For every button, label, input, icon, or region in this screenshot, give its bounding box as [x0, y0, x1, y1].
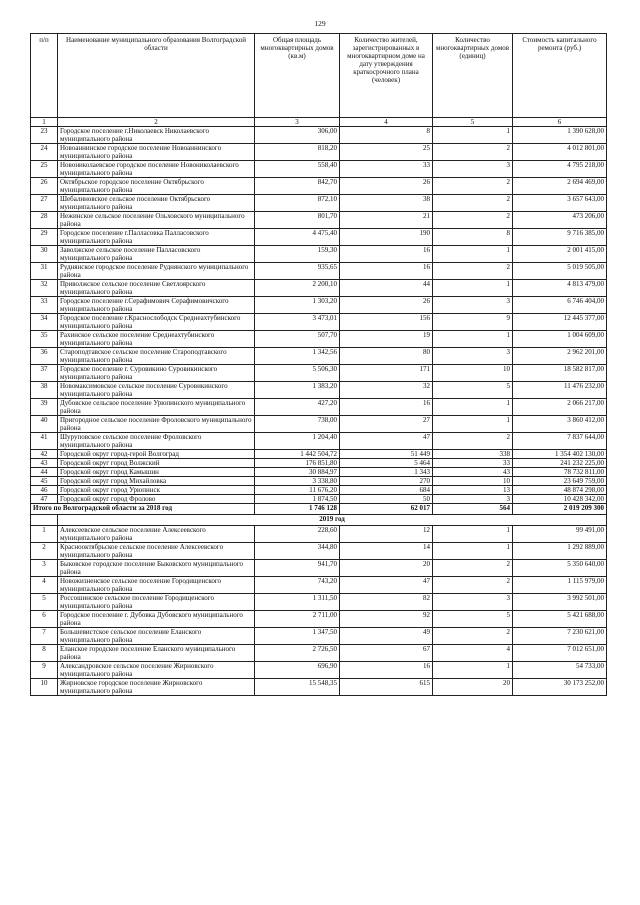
area-value: 1 303,20 — [255, 297, 340, 314]
row-index: 10 — [31, 679, 58, 696]
area-value: 11 676,20 — [255, 486, 340, 495]
houses-value: 1 — [433, 416, 513, 433]
municipality-name: Большевистское сельское поселение Еланского муниципального района — [58, 628, 255, 645]
municipality-name: Городское поселение г.Николаевск Николаевского муниципального района — [58, 127, 255, 144]
row-index: 3 — [31, 560, 58, 577]
row-index: 29 — [31, 229, 58, 246]
row-index: 1 — [31, 526, 58, 543]
area-value: 15 548,35 — [255, 679, 340, 696]
row-index: 47 — [31, 495, 58, 504]
area-value: 1 311,50 — [255, 594, 340, 611]
column-number-row — [31, 118, 607, 127]
area-value: 818,20 — [255, 144, 340, 161]
municipality-name: Городской округ город-герой Волгоград — [58, 450, 255, 459]
cost-value: 473 206,00 — [513, 212, 607, 229]
row-index: 42 — [31, 450, 58, 459]
cost-value: 1 390 628,00 — [513, 127, 607, 144]
cost-value: 2 066 217,00 — [513, 399, 607, 416]
table-header-row — [31, 34, 607, 118]
municipality-name: Городской округ город Урюпинск — [58, 486, 255, 495]
residents-value: 49 — [340, 628, 433, 645]
houses-value: 3 — [433, 495, 513, 504]
residents-value: 684 — [340, 486, 433, 495]
residents-value: 16 — [340, 662, 433, 679]
houses-value: 10 — [433, 477, 513, 486]
table-row — [31, 212, 607, 229]
table-row — [31, 195, 607, 212]
municipality-name: Октябрьское городское поселение Октябрьского муниципального района — [58, 178, 255, 195]
table-row — [31, 246, 607, 263]
table-row — [31, 577, 607, 594]
cost-value: 5 421 688,00 — [513, 611, 607, 628]
municipality-name: Городское поселение г.Серафимович Серафимовичского муниципального района — [58, 297, 255, 314]
area-value: 1 383,20 — [255, 382, 340, 399]
row-index: 44 — [31, 468, 58, 477]
repair-plan-table — [30, 33, 607, 696]
residents-value: 615 — [340, 679, 433, 696]
municipality-name: Пригородное сельское поселение Фроловского муниципального района — [58, 416, 255, 433]
table-row — [31, 645, 607, 662]
residents-value: 16 — [340, 246, 433, 263]
table-row — [31, 543, 607, 560]
row-index: 32 — [31, 280, 58, 297]
total-people: 62 017 — [340, 504, 433, 515]
row-index: 26 — [31, 178, 58, 195]
total-row-2018 — [31, 504, 607, 515]
houses-value: 20 — [433, 679, 513, 696]
row-index: 4 — [31, 577, 58, 594]
area-value: 1 874,50 — [255, 495, 340, 504]
col-number: 4 — [340, 118, 433, 127]
cost-value: 5 019 505,00 — [513, 263, 607, 280]
residents-value: 92 — [340, 611, 433, 628]
row-index: 33 — [31, 297, 58, 314]
municipality-name: Алексеевское сельское поселение Алексеевского муниципального района — [58, 526, 255, 543]
row-index: 46 — [31, 486, 58, 495]
table-row — [31, 161, 607, 178]
area-value: 306,00 — [255, 127, 340, 144]
cost-value: 54 733,00 — [513, 662, 607, 679]
houses-value: 3 — [433, 161, 513, 178]
area-value: 2 200,10 — [255, 280, 340, 297]
cost-value: 7 012 651,00 — [513, 645, 607, 662]
area-value: 2 726,50 — [255, 645, 340, 662]
residents-value: 27 — [340, 416, 433, 433]
area-value: 30 884,97 — [255, 468, 340, 477]
municipality-name: Новожизненское сельское поселение Городищенского муниципального района — [58, 577, 255, 594]
row-index: 24 — [31, 144, 58, 161]
houses-value: 2 — [433, 195, 513, 212]
col-number: 3 — [255, 118, 340, 127]
total-houses: 564 — [433, 504, 513, 515]
residents-value: 82 — [340, 594, 433, 611]
table-row — [31, 662, 607, 679]
table-row — [31, 594, 607, 611]
cost-value: 7 230 621,00 — [513, 628, 607, 645]
area-value: 1 342,56 — [255, 348, 340, 365]
houses-value: 1 — [433, 662, 513, 679]
municipality-name: Рахинское сельское поселение Среднеахтубинского муниципального района — [58, 331, 255, 348]
row-index: 34 — [31, 314, 58, 331]
cost-value: 11 476 232,00 — [513, 382, 607, 399]
row-index: 9 — [31, 662, 58, 679]
cost-value: 23 649 759,00 — [513, 477, 607, 486]
area-value: 842,70 — [255, 178, 340, 195]
row-index: 37 — [31, 365, 58, 382]
residents-value: 156 — [340, 314, 433, 331]
houses-value: 1 — [433, 127, 513, 144]
area-value: 935,65 — [255, 263, 340, 280]
area-value: 1 347,50 — [255, 628, 340, 645]
residents-value: 21 — [340, 212, 433, 229]
houses-value: 1 — [433, 543, 513, 560]
area-value: 5 506,30 — [255, 365, 340, 382]
row-index: 27 — [31, 195, 58, 212]
cost-value: 4 813 479,00 — [513, 280, 607, 297]
residents-value: 80 — [340, 348, 433, 365]
col-number: 1 — [31, 118, 58, 127]
year-spacer — [31, 515, 58, 526]
table-row — [31, 331, 607, 348]
houses-value: 2 — [433, 144, 513, 161]
table-row — [31, 382, 607, 399]
residents-value: 38 — [340, 195, 433, 212]
residents-value: 190 — [340, 229, 433, 246]
row-index: 2 — [31, 543, 58, 560]
table-row — [31, 468, 607, 477]
cost-value: 2 001 415,00 — [513, 246, 607, 263]
cost-value: 18 582 817,00 — [513, 365, 607, 382]
header-index: п/п — [31, 34, 58, 118]
residents-value: 1 343 — [340, 468, 433, 477]
row-index: 36 — [31, 348, 58, 365]
municipality-name: Городское поселение г.Краснослободск Среднеахтубинского муниципального района — [58, 314, 255, 331]
row-index: 41 — [31, 433, 58, 450]
residents-value: 8 — [340, 127, 433, 144]
area-value: 1 204,40 — [255, 433, 340, 450]
cost-value: 6 746 404,00 — [513, 297, 607, 314]
municipality-name: Еланское городское поселение Еланского муниципального района — [58, 645, 255, 662]
residents-value: 19 — [340, 331, 433, 348]
municipality-name: Дубовское сельское поселение Урюпинского муниципального района — [58, 399, 255, 416]
houses-value: 1 — [433, 246, 513, 263]
houses-value: 2 — [433, 178, 513, 195]
cost-value: 30 173 252,00 — [513, 679, 607, 696]
row-index: 7 — [31, 628, 58, 645]
header-area: Общая площадь многоквартирных домов (кв.м) — [255, 34, 340, 118]
cost-value: 2 694 469,00 — [513, 178, 607, 195]
area-value: 176 851,80 — [255, 459, 340, 468]
header-municipality: Наименование муниципального образования Волгоградской области — [58, 34, 255, 118]
area-value: 558,40 — [255, 161, 340, 178]
table-row — [31, 263, 607, 280]
residents-value: 12 — [340, 526, 433, 543]
row-index: 8 — [31, 645, 58, 662]
residents-value: 20 — [340, 560, 433, 577]
cost-value: 7 837 644,00 — [513, 433, 607, 450]
houses-value: 10 — [433, 365, 513, 382]
residents-value: 67 — [340, 645, 433, 662]
table-row — [31, 348, 607, 365]
residents-value: 16 — [340, 263, 433, 280]
row-index: 35 — [31, 331, 58, 348]
table-row — [31, 560, 607, 577]
residents-value: 26 — [340, 178, 433, 195]
residents-value: 270 — [340, 477, 433, 486]
houses-value: 3 — [433, 297, 513, 314]
municipality-name: Руднянское городское поселение Руднянского муниципального района — [58, 263, 255, 280]
table-row — [31, 314, 607, 331]
cost-value: 4 795 218,00 — [513, 161, 607, 178]
municipality-name: Приволжское сельское поселение Светлоярского муниципального района — [58, 280, 255, 297]
cost-value: 12 445 377,00 — [513, 314, 607, 331]
page-number: 129 — [314, 19, 326, 28]
cost-value: 4 012 801,00 — [513, 144, 607, 161]
table-row — [31, 628, 607, 645]
cost-value: 99 491,00 — [513, 526, 607, 543]
row-index: 30 — [31, 246, 58, 263]
row-index: 40 — [31, 416, 58, 433]
row-index: 38 — [31, 382, 58, 399]
municipality-name: Новомаксимовское сельское поселение Суровикинского муниципального района — [58, 382, 255, 399]
year-2019-row — [31, 515, 607, 526]
col-number: 5 — [433, 118, 513, 127]
houses-value: 2 — [433, 577, 513, 594]
col-number: 6 — [513, 118, 607, 127]
residents-value: 47 — [340, 433, 433, 450]
cost-value: 1 004 609,00 — [513, 331, 607, 348]
municipality-name: Новониколаевское городское поселение Новониколаевского муниципального района — [58, 161, 255, 178]
area-value: 427,20 — [255, 399, 340, 416]
municipality-name: Быковское городское поселение Быковского муниципального района — [58, 560, 255, 577]
houses-value: 2 — [433, 263, 513, 280]
area-value: 801,70 — [255, 212, 340, 229]
residents-value: 171 — [340, 365, 433, 382]
table-row — [31, 433, 607, 450]
row-index: 23 — [31, 127, 58, 144]
residents-value: 16 — [340, 399, 433, 416]
table-row — [31, 459, 607, 468]
municipality-name: Городской округ город Камышин — [58, 468, 255, 477]
cost-value: 1 354 402 130,00 — [513, 450, 607, 459]
header-cost: Стоимость капитального ремонта (руб.) — [513, 34, 607, 118]
table-row — [31, 144, 607, 161]
cost-value: 10 428 342,00 — [513, 495, 607, 504]
municipality-name: Шебалиновское сельское поселение Октябрьского муниципального района — [58, 195, 255, 212]
cost-value: 3 992 501,00 — [513, 594, 607, 611]
residents-value: 47 — [340, 577, 433, 594]
houses-value: 1 — [433, 399, 513, 416]
municipality-name: Городское поселение г. Суровикино Суровикинского муниципального района — [58, 365, 255, 382]
row-index: 45 — [31, 477, 58, 486]
table-row — [31, 611, 607, 628]
row-index: 39 — [31, 399, 58, 416]
table-row — [31, 297, 607, 314]
row-index: 5 — [31, 594, 58, 611]
area-value: 941,70 — [255, 560, 340, 577]
area-value: 872,10 — [255, 195, 340, 212]
municipality-name: Городской округ город Михайловка — [58, 477, 255, 486]
summary-section — [31, 504, 607, 526]
row-index: 31 — [31, 263, 58, 280]
area-value: 738,00 — [255, 416, 340, 433]
table-row — [31, 416, 607, 433]
municipality-name: Нежинское сельское поселение Ольховского муниципального района — [58, 212, 255, 229]
houses-value: 338 — [433, 450, 513, 459]
row-index: 43 — [31, 459, 58, 468]
houses-value: 5 — [433, 611, 513, 628]
cost-value: 3 657 643,00 — [513, 195, 607, 212]
year-2019-label: 2019 год — [58, 515, 607, 526]
table-row — [31, 495, 607, 504]
rows-2018 — [31, 127, 607, 504]
municipality-name: Россошинское сельское поселение Городищенского муниципального района — [58, 594, 255, 611]
header-residents: Количество жителей, зарегистрированных в многоквартирном доме на дату утверждения краткосрочного плана (человек) — [340, 34, 433, 118]
area-value: 696,90 — [255, 662, 340, 679]
municipality-name: Староподтавское сельское поселение Староподтавского муниципального района — [58, 348, 255, 365]
area-value: 344,80 — [255, 543, 340, 560]
area-value: 228,60 — [255, 526, 340, 543]
table-row — [31, 526, 607, 543]
houses-value: 1 — [433, 280, 513, 297]
houses-value: 2 — [433, 560, 513, 577]
area-value: 2 711,00 — [255, 611, 340, 628]
cost-value: 241 232 225,00 — [513, 459, 607, 468]
municipality-name: Жирновское городское поселение Жирновского муниципального района — [58, 679, 255, 696]
table-row — [31, 477, 607, 486]
total-cost: 2 019 209 300 — [513, 504, 607, 515]
houses-value: 3 — [433, 348, 513, 365]
houses-value: 43 — [433, 468, 513, 477]
area-value: 743,20 — [255, 577, 340, 594]
municipality-name: Городское поселение г. Дубовка Дубовского муниципального района — [58, 611, 255, 628]
houses-value: 1 — [433, 526, 513, 543]
row-index: 25 — [31, 161, 58, 178]
residents-value: 44 — [340, 280, 433, 297]
table-row — [31, 178, 607, 195]
area-value: 3 338,80 — [255, 477, 340, 486]
table-row — [31, 450, 607, 459]
residents-value: 25 — [340, 144, 433, 161]
municipality-name: Городской округ город Фролово — [58, 495, 255, 504]
total-label: Итого по Волгоградской области за 2018 год — [31, 504, 255, 515]
col-number: 2 — [58, 118, 255, 127]
residents-value: 5 464 — [340, 459, 433, 468]
houses-value: 33 — [433, 459, 513, 468]
houses-value: 9 — [433, 314, 513, 331]
houses-value: 2 — [433, 212, 513, 229]
residents-value: 51 449 — [340, 450, 433, 459]
row-index: 6 — [31, 611, 58, 628]
area-value: 4 475,40 — [255, 229, 340, 246]
cost-value: 3 860 412,00 — [513, 416, 607, 433]
houses-value: 13 — [433, 486, 513, 495]
houses-value: 1 — [433, 331, 513, 348]
area-value: 3 473,01 — [255, 314, 340, 331]
row-index: 28 — [31, 212, 58, 229]
total-area: 1 746 128 — [255, 504, 340, 515]
municipality-name: Городской округ город Волжский — [58, 459, 255, 468]
houses-value: 8 — [433, 229, 513, 246]
residents-value: 26 — [340, 297, 433, 314]
table-row — [31, 127, 607, 144]
cost-value: 48 874 298,00 — [513, 486, 607, 495]
table-row — [31, 280, 607, 297]
cost-value: 2 962 201,00 — [513, 348, 607, 365]
rows-2019 — [31, 526, 607, 696]
municipality-name: Новоаннинское городское поселение Новоаннинского муниципального района — [58, 144, 255, 161]
area-value: 507,70 — [255, 331, 340, 348]
table-row — [31, 365, 607, 382]
residents-value: 32 — [340, 382, 433, 399]
table-row — [31, 229, 607, 246]
header-houses: Количество многоквартирных домов (единиц) — [433, 34, 513, 118]
houses-value: 2 — [433, 628, 513, 645]
houses-value: 5 — [433, 382, 513, 399]
houses-value: 2 — [433, 433, 513, 450]
table-row — [31, 679, 607, 696]
municipality-name: Шуруповское сельское поселение Фроловского муниципального района — [58, 433, 255, 450]
cost-value: 9 716 385,00 — [513, 229, 607, 246]
houses-value: 3 — [433, 594, 513, 611]
area-value: 159,30 — [255, 246, 340, 263]
table-row — [31, 399, 607, 416]
cost-value: 1 292 889,00 — [513, 543, 607, 560]
houses-value: 4 — [433, 645, 513, 662]
municipality-name: Городское поселение г.Палласовка Палласовского муниципального района — [58, 229, 255, 246]
cost-value: 1 115 979,00 — [513, 577, 607, 594]
residents-value: 14 — [340, 543, 433, 560]
table-row — [31, 486, 607, 495]
municipality-name: Заволжское сельское поселение Палласовского муниципального района — [58, 246, 255, 263]
municipality-name: Александровское сельское поселение Жирновского муниципального района — [58, 662, 255, 679]
residents-value: 50 — [340, 495, 433, 504]
residents-value: 33 — [340, 161, 433, 178]
municipality-name: Краснооктябрьское сельское поселение Алексеевского муниципального района — [58, 543, 255, 560]
cost-value: 5 350 640,00 — [513, 560, 607, 577]
area-value: 1 442 504,72 — [255, 450, 340, 459]
cost-value: 78 732 811,00 — [513, 468, 607, 477]
